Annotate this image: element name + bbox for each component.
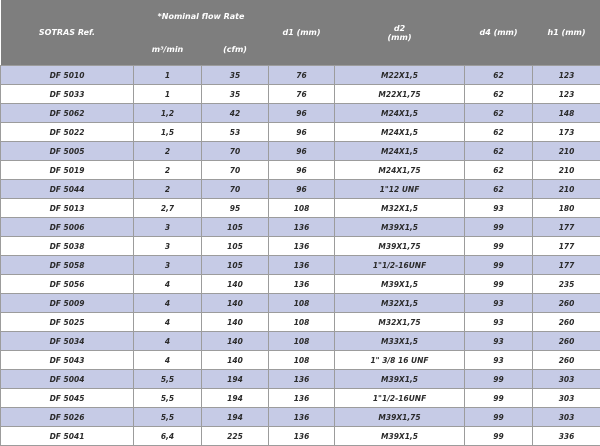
d2-cell: M33X1,5 xyxy=(335,332,465,351)
flow-m3-cell: 3 xyxy=(134,237,202,256)
h1-cell: 303 xyxy=(533,408,600,427)
d2-cell: M24X1,75 xyxy=(335,161,465,180)
h1-cell: 177 xyxy=(533,256,600,275)
d4-cell: 99 xyxy=(465,389,533,408)
table-row xyxy=(1,427,600,446)
flow-cfm-cell: 140 xyxy=(202,332,269,351)
header-ref: SOTRAS Ref. xyxy=(1,0,134,66)
flow-m3-cell: 4 xyxy=(134,332,202,351)
h1-cell: 123 xyxy=(533,66,600,85)
flow-m3-cell: 5,5 xyxy=(134,370,202,389)
d4-cell: 93 xyxy=(465,351,533,370)
table-row xyxy=(1,256,600,275)
d2-cell: M39X1,75 xyxy=(335,237,465,256)
header-d2-unit: (mm) xyxy=(388,33,412,42)
flow-m3-cell: 3 xyxy=(134,218,202,237)
h1-cell: 260 xyxy=(533,294,600,313)
h1-cell: 303 xyxy=(533,370,600,389)
h1-cell: 177 xyxy=(533,237,600,256)
d4-cell: 62 xyxy=(465,85,533,104)
flow-cfm-cell: 95 xyxy=(202,199,269,218)
flow-cfm-cell: 53 xyxy=(202,123,269,142)
flow-m3-cell: 2 xyxy=(134,142,202,161)
flow-cfm-cell: 194 xyxy=(202,370,269,389)
ref-cell: DF 5009 xyxy=(1,294,134,313)
flow-m3-cell: 2 xyxy=(134,180,202,199)
d2-cell: M24X1,5 xyxy=(335,104,465,123)
h1-cell: 336 xyxy=(533,427,600,446)
table-row xyxy=(1,408,600,427)
d1-cell: 136 xyxy=(269,218,335,237)
d4-cell: 93 xyxy=(465,313,533,332)
flow-m3-cell: 1,5 xyxy=(134,123,202,142)
ref-cell: DF 5019 xyxy=(1,161,134,180)
d1-cell: 108 xyxy=(269,199,335,218)
flow-m3-cell: 4 xyxy=(134,275,202,294)
d2-cell: M39X1,5 xyxy=(335,218,465,237)
d4-cell: 93 xyxy=(465,199,533,218)
d1-cell: 76 xyxy=(269,85,335,104)
h1-cell: 260 xyxy=(533,332,600,351)
d4-cell: 62 xyxy=(465,161,533,180)
flow-cfm-cell: 70 xyxy=(202,180,269,199)
d2-cell: M39X1,5 xyxy=(335,427,465,446)
table-row xyxy=(1,85,600,104)
d4-cell: 99 xyxy=(465,408,533,427)
ref-cell: DF 5004 xyxy=(1,370,134,389)
d2-cell: M39X1,5 xyxy=(335,370,465,389)
d1-cell: 136 xyxy=(269,237,335,256)
d1-cell: 136 xyxy=(269,370,335,389)
d2-cell: M22X1,5 xyxy=(335,66,465,85)
ref-cell: DF 5045 xyxy=(1,389,134,408)
table-row xyxy=(1,389,600,408)
h1-cell: 235 xyxy=(533,275,600,294)
ref-cell: DF 5022 xyxy=(1,123,134,142)
d2-cell: M24X1,5 xyxy=(335,123,465,142)
d1-cell: 136 xyxy=(269,427,335,446)
flow-cfm-cell: 140 xyxy=(202,351,269,370)
flow-cfm-cell: 194 xyxy=(202,389,269,408)
d1-cell: 136 xyxy=(269,389,335,408)
flow-cfm-cell: 70 xyxy=(202,142,269,161)
table-row xyxy=(1,313,600,332)
flow-cfm-cell: 140 xyxy=(202,275,269,294)
h1-cell: 180 xyxy=(533,199,600,218)
h1-cell: 173 xyxy=(533,123,600,142)
d1-cell: 136 xyxy=(269,256,335,275)
d4-cell: 62 xyxy=(465,123,533,142)
d4-cell: 99 xyxy=(465,218,533,237)
ref-cell: DF 5026 xyxy=(1,408,134,427)
flow-m3-cell: 4 xyxy=(134,294,202,313)
table-row xyxy=(1,294,600,313)
d1-cell: 96 xyxy=(269,104,335,123)
table-row xyxy=(1,199,600,218)
d2-cell: M24X1,5 xyxy=(335,142,465,161)
header-d2 xyxy=(335,0,465,66)
h1-cell: 123 xyxy=(533,85,600,104)
d1-cell: 96 xyxy=(269,123,335,142)
h1-cell: 210 xyxy=(533,161,600,180)
d4-cell: 62 xyxy=(465,104,533,123)
d4-cell: 62 xyxy=(465,180,533,199)
d1-cell: 136 xyxy=(269,275,335,294)
flow-m3-cell: 5,5 xyxy=(134,408,202,427)
flow-m3-cell: 2,7 xyxy=(134,199,202,218)
flow-m3-cell: 5,5 xyxy=(134,389,202,408)
d4-cell: 62 xyxy=(465,66,533,85)
flow-m3-cell: 1,2 xyxy=(134,104,202,123)
header-d4: d4 (mm) xyxy=(465,0,533,66)
d2-cell: 1"12 UNF xyxy=(335,180,465,199)
flow-cfm-cell: 194 xyxy=(202,408,269,427)
ref-cell: DF 5010 xyxy=(1,66,134,85)
table-row xyxy=(1,275,600,294)
d4-cell: 93 xyxy=(465,332,533,351)
ref-cell: DF 5034 xyxy=(1,332,134,351)
table-row xyxy=(1,180,600,199)
d1-cell: 96 xyxy=(269,161,335,180)
header-m3-min: m³/min xyxy=(134,33,202,66)
table-row xyxy=(1,370,600,389)
flow-m3-cell: 1 xyxy=(134,66,202,85)
ref-cell: DF 5005 xyxy=(1,142,134,161)
d1-cell: 108 xyxy=(269,313,335,332)
d1-cell: 108 xyxy=(269,351,335,370)
table-row xyxy=(1,142,600,161)
table-row xyxy=(1,161,600,180)
h1-cell: 210 xyxy=(533,142,600,161)
d4-cell: 93 xyxy=(465,294,533,313)
flow-m3-cell: 6,4 xyxy=(134,427,202,446)
header-d2-label: d2 xyxy=(394,24,405,33)
ref-cell: DF 5025 xyxy=(1,313,134,332)
ref-cell: DF 5062 xyxy=(1,104,134,123)
flow-cfm-cell: 35 xyxy=(202,85,269,104)
d2-cell: M39X1,75 xyxy=(335,408,465,427)
d4-cell: 99 xyxy=(465,237,533,256)
d4-cell: 99 xyxy=(465,275,533,294)
flow-cfm-cell: 105 xyxy=(202,218,269,237)
d1-cell: 108 xyxy=(269,332,335,351)
flow-cfm-cell: 105 xyxy=(202,237,269,256)
h1-cell: 177 xyxy=(533,218,600,237)
d2-cell: 1"1/2-16UNF xyxy=(335,256,465,275)
d4-cell: 99 xyxy=(465,427,533,446)
d2-cell: 1"1/2-16UNF xyxy=(335,389,465,408)
h1-cell: 303 xyxy=(533,389,600,408)
d2-cell: M22X1,75 xyxy=(335,85,465,104)
flow-cfm-cell: 140 xyxy=(202,313,269,332)
ref-cell: DF 5033 xyxy=(1,85,134,104)
flow-m3-cell: 2 xyxy=(134,161,202,180)
header-h1: h1 (mm) xyxy=(533,0,600,66)
d1-cell: 76 xyxy=(269,66,335,85)
table-row xyxy=(1,218,600,237)
table-row xyxy=(1,237,600,256)
d4-cell: 99 xyxy=(465,256,533,275)
h1-cell: 260 xyxy=(533,351,600,370)
flow-cfm-cell: 35 xyxy=(202,66,269,85)
d2-cell: M32X1,5 xyxy=(335,199,465,218)
d2-cell: M32X1,5 xyxy=(335,294,465,313)
h1-cell: 260 xyxy=(533,313,600,332)
header-flow-rate: *Nominal flow Rate xyxy=(134,0,269,33)
ref-cell: DF 5058 xyxy=(1,256,134,275)
flow-cfm-cell: 105 xyxy=(202,256,269,275)
ref-cell: DF 5044 xyxy=(1,180,134,199)
flow-cfm-cell: 140 xyxy=(202,294,269,313)
d4-cell: 62 xyxy=(465,142,533,161)
d1-cell: 96 xyxy=(269,180,335,199)
table-row xyxy=(1,351,600,370)
flow-cfm-cell: 225 xyxy=(202,427,269,446)
flow-m3-cell: 3 xyxy=(134,256,202,275)
ref-cell: DF 5038 xyxy=(1,237,134,256)
d1-cell: 108 xyxy=(269,294,335,313)
flow-m3-cell: 4 xyxy=(134,313,202,332)
flow-m3-cell: 4 xyxy=(134,351,202,370)
flow-cfm-cell: 42 xyxy=(202,104,269,123)
d4-cell: 99 xyxy=(465,370,533,389)
flow-m3-cell: 1 xyxy=(134,85,202,104)
d2-cell: 1" 3/8 16 UNF xyxy=(335,351,465,370)
d2-cell: M32X1,75 xyxy=(335,313,465,332)
d1-cell: 136 xyxy=(269,408,335,427)
header-d1: d1 (mm) xyxy=(269,0,335,66)
ref-cell: DF 5043 xyxy=(1,351,134,370)
h1-cell: 210 xyxy=(533,180,600,199)
ref-cell: DF 5013 xyxy=(1,199,134,218)
table-row xyxy=(1,123,600,142)
flow-cfm-cell: 70 xyxy=(202,161,269,180)
ref-cell: DF 5006 xyxy=(1,218,134,237)
d1-cell: 96 xyxy=(269,142,335,161)
d2-cell: M39X1,5 xyxy=(335,275,465,294)
table-row xyxy=(1,332,600,351)
ref-cell: DF 5056 xyxy=(1,275,134,294)
h1-cell: 148 xyxy=(533,104,600,123)
ref-cell: DF 5041 xyxy=(1,427,134,446)
table-row xyxy=(1,66,600,85)
table-row xyxy=(1,104,600,123)
table-body xyxy=(1,66,600,446)
header-cfm: (cfm) xyxy=(202,33,269,66)
